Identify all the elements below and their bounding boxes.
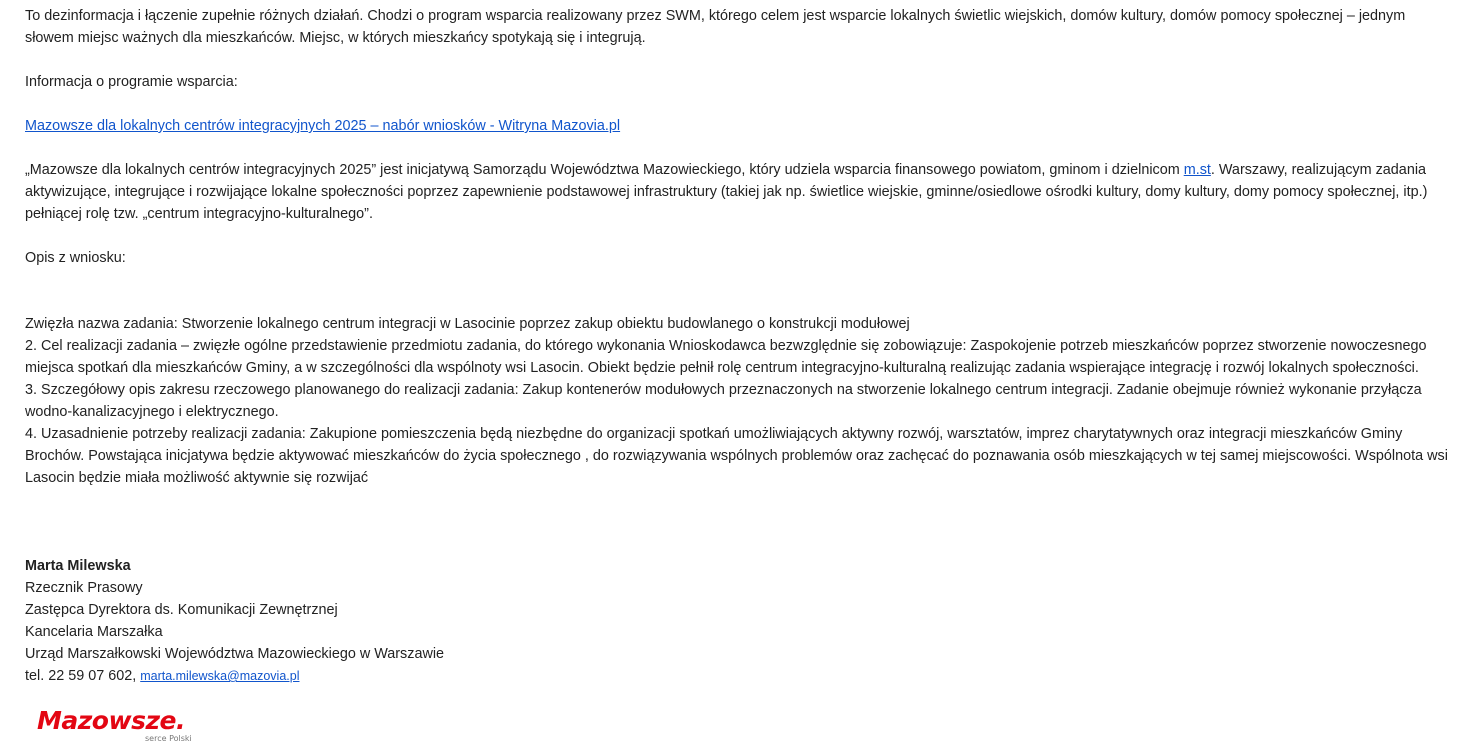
signature-name: Marta Milewska <box>25 558 131 574</box>
intro-paragraph: To dezinformacja i łączenie zupełnie różnych działań. Chodzi o program wsparcia realizowany przez SWM, którego celem jest wsparcie lokalnych świetlic wiejskich, domów kultury, domów pomocy społecznej – jednym słowem miejsc ważnych dla mieszkańców. Miejsc, w których mieszkańcy spotykają się i integrują. <box>25 8 1406 46</box>
signature-block <box>25 555 1453 687</box>
signature-phone: tel. 22 59 07 602, <box>25 668 141 684</box>
signature-email-link[interactable]: marta.milewska@mazovia.pl <box>140 669 300 683</box>
program-link-line <box>25 115 1453 137</box>
email-body <box>25 5 1453 687</box>
signature-title: Kancelaria Marszałka <box>25 624 163 640</box>
application-item: Zwięzła nazwa zadania: Stworzenie lokalnego centrum integracji w Lasocinie poprzez zakup obiektu budowlanego o konstrukcji modułowej <box>25 316 910 332</box>
program-description-start: „Mazowsze dla lokalnych centrów integracyjnych 2025” jest inicjatywą Samorządu Województwa Mazowieckiego, który udziela wsparcia finansowego powiatom, gminom i dzielnicom <box>25 162 1184 178</box>
program-description <box>25 159 1453 225</box>
signature-title: Rzecznik Prasowy <box>25 580 143 596</box>
application-heading: Opis z wniosku: <box>25 250 126 266</box>
application-item: 4. Uzasadnienie potrzeby realizacji zadania: Zakupione pomieszczenia będą niezbędne do organizacji spotkań umożliwiających aktywny rozwój, warsztatów, imprez charytatywnych oraz integracji mieszkańców Gminy Brochów. Powstająca inicjatywa będzie aktywować mieszkańców do życia społecznego , do rozwiązywania wspólnych problemów oraz zachęcać do poznawania osób mieszkających w tej samej miejscowości. Wspólnota wsi Lasocin będzie miała możliwość aktywnie się rozwijać <box>25 426 1448 486</box>
mazowsze-logo <box>35 705 205 745</box>
logo-wordmark: Mazowsze. <box>37 706 185 735</box>
program-description-end: . Warszawy, realizującym zadania aktywizujące, integrujące i rozwijające lokalne społeczności poprzez zapewnienie podstawowej infrastruktury (takiej jak np. świetlice wiejskie, gminne/osiedlowe ośrodki kultury, domy kultury, domy pomocy społecznej, itp.) pełniącej rolę tzw. „centrum integracyjno-kulturalnego”. <box>25 162 1428 222</box>
signature-contact <box>25 665 1453 687</box>
mst-link[interactable]: m.st <box>1183 162 1211 178</box>
application-item: 2. Cel realizacji zadania – zwięzłe ogólne przedstawienie przedmiotu zadania, do którego wykonania Wnioskodawca bezwzględnie się zobowiązuje: Zaspokojenie potrzeb mieszkańców poprzez stworzenie nowoczesnego miejsca spotkań dla mieszkańców Gminy, a w szczególności dla wspólnoty wsi Lasocin. Obiekt będzie pełnił rolę centrum integracyjno-kulturalną realizując zadania wspierające integrację i rozwój lokalnych społeczności. <box>25 338 1427 376</box>
program-link[interactable]: Mazowsze dla lokalnych centrów integracyjnych 2025 – nabór wniosków - Witryna Mazovia.pl <box>25 118 621 134</box>
signature-organization: Urząd Marszałkowski Województwa Mazowieckiego w Warszawie <box>25 646 445 662</box>
logo-tagline: serce Polski <box>145 734 192 743</box>
application-item: 3. Szczegółowy opis zakresu rzeczowego planowanego do realizacji zadania: Zakup kontenerów modułowych przeznaczonych na stworzenie lokalnego centrum integracji. Zadanie obejmuje również wykonanie przyłącza wodno-kanalizacyjnego i elektrycznego. <box>25 382 1422 420</box>
signature-title: Zastępca Dyrektora ds. Komunikacji Zewnętrznej <box>25 602 338 618</box>
program-info-heading: Informacja o programie wsparcia: <box>25 74 238 90</box>
